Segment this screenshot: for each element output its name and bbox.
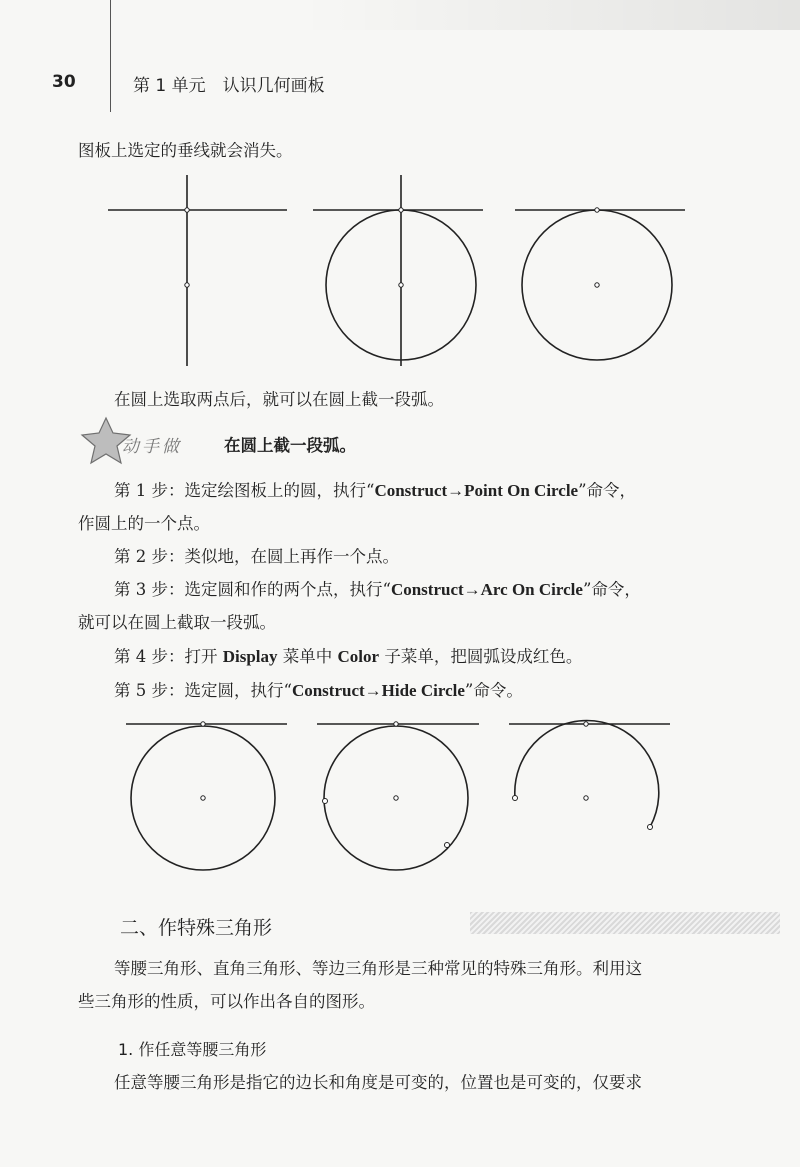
- step-5: 第 5 步：选定圆，执行“Construct→Hide Circle”命令。: [114, 681, 523, 700]
- after-figure-text: 在圆上选取两点后，就可以在圆上截一段弧。: [114, 390, 444, 409]
- command-text: Construct→Hide Circle: [291, 681, 465, 700]
- unit-title: 第 1 单元 认识几何画板: [133, 76, 325, 96]
- tangent-point: [201, 722, 205, 726]
- step-3: 第 3 步：选定圆和作的两个点，执行“Construct→Arc On Circle”命令，: [114, 580, 641, 599]
- page-number: 30: [52, 72, 76, 92]
- activity-badge: 动手做: [122, 437, 182, 457]
- figure-perpendicular-removal: [0, 170, 800, 370]
- figure-arc-on-circle: [0, 712, 800, 882]
- sub-heading: 1. 作任意等腰三角形: [118, 1040, 267, 1059]
- section-decor-bar: [470, 912, 780, 934]
- arc-endpoint: [513, 796, 518, 801]
- arc-endpoint: [648, 825, 653, 830]
- section-paragraph-line-2: 些三角形的性质，可以作出各自的图形。: [78, 992, 375, 1011]
- step-1-cont: 作圆上的一个点。: [78, 514, 210, 533]
- tangent-point: [584, 722, 588, 726]
- center-point: [595, 283, 599, 287]
- center-point: [584, 796, 588, 800]
- section-paragraph-line-1: 等腰三角形、直角三角形、等边三角形是三种常见的特殊三角形。利用这: [114, 959, 642, 978]
- header-divider: [110, 0, 111, 112]
- submenu-name: Color: [337, 647, 380, 666]
- arc: [515, 721, 659, 827]
- activity-title: 在圆上截一段弧。: [224, 436, 356, 455]
- intro-line: 图板上选定的垂线就会消失。: [78, 141, 293, 160]
- intersection-point: [185, 208, 189, 212]
- section-heading: 二、作特殊三角形: [120, 917, 273, 939]
- step-4: 第 4 步：打开 Display 菜单中 Color 子菜单，把圆弧设成红色。: [114, 647, 583, 666]
- sub-paragraph-line-1: 任意等腰三角形是指它的边长和角度是可变的，位置也是可变的，仅要求: [114, 1073, 642, 1092]
- tangent-point: [394, 722, 398, 726]
- center-point: [394, 796, 398, 800]
- center-point: [185, 283, 189, 287]
- header-shading: [300, 0, 800, 30]
- tangent-point: [595, 208, 599, 212]
- command-text: Construct→Point On Circle: [374, 481, 579, 500]
- point-on-circle: [445, 843, 450, 848]
- step-2: 第 2 步：类似地，在圆上再作一个点。: [114, 547, 399, 566]
- command-text: Construct→Arc On Circle: [390, 580, 583, 599]
- step-3-cont: 就可以在圆上截取一段弧。: [78, 613, 276, 632]
- tangent-point: [399, 208, 403, 212]
- step-1: 第 1 步：选定绘图板上的圆，执行“Construct→Point On Circle”命令，: [114, 481, 637, 500]
- menu-name: Display: [222, 647, 278, 666]
- point-on-circle: [323, 799, 328, 804]
- center-point: [201, 796, 205, 800]
- center-point: [399, 283, 403, 287]
